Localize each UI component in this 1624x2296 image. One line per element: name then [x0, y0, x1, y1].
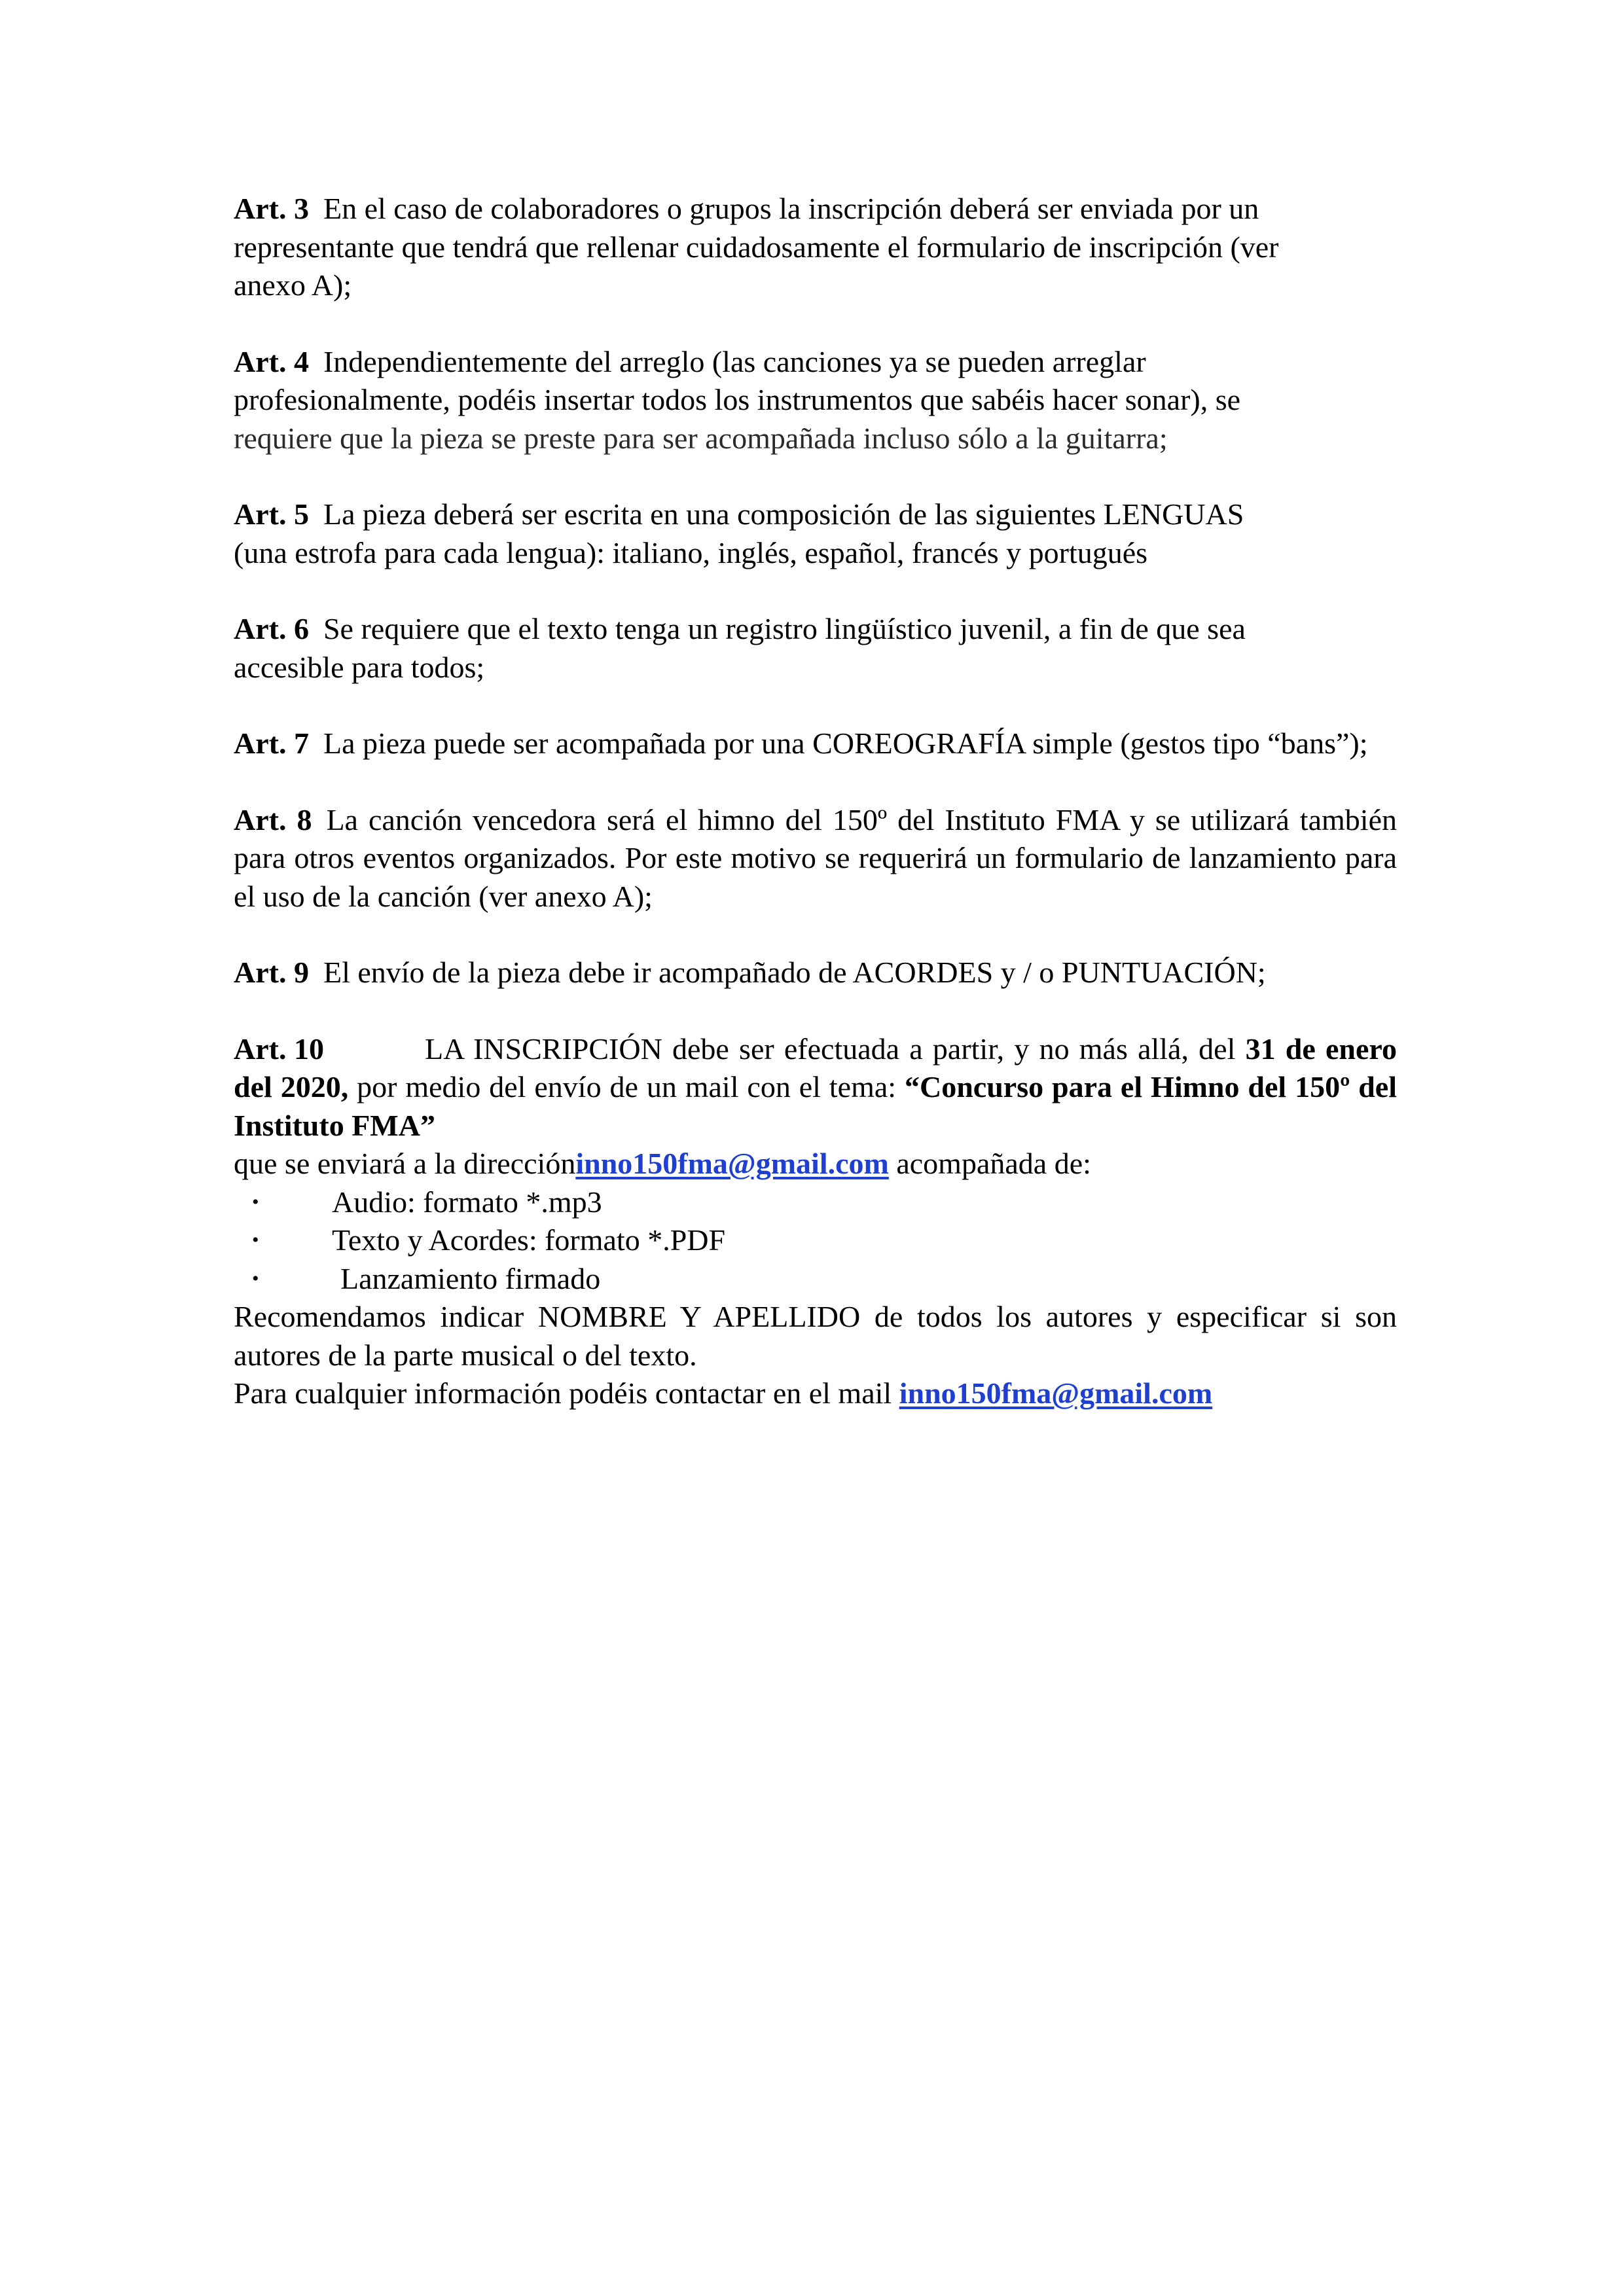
- bullet-icon: •: [252, 1229, 259, 1251]
- mail-subject: “Concurso para el Himno del 150º del Instituto FMA”: [234, 1070, 1398, 1142]
- article-label: Art. 6: [234, 612, 309, 645]
- article-text-line: La pieza deberá ser escrita en una composición de las siguientes LENGUAS: [323, 497, 1244, 531]
- bullet-icon: •: [252, 1191, 259, 1213]
- article-3: [234, 190, 1397, 305]
- article-text-line: profesionalmente, podéis insertar todos los instrumentos que sabéis hacer sonar), se: [234, 383, 1241, 416]
- article-text-line: anexo A);: [234, 268, 352, 302]
- contact-email-link[interactable]: inno150fma@gmail.com: [899, 1376, 1213, 1410]
- email-link[interactable]: inno150fma@gmail.com: [575, 1147, 889, 1180]
- article-4: [234, 343, 1397, 458]
- contact-text: Para cualquier información podéis contactar en el mail: [234, 1376, 899, 1410]
- accompanied-text: acompañada de:: [888, 1147, 1091, 1180]
- bullet-icon: •: [252, 1267, 259, 1289]
- article-label: Art. 7: [234, 726, 309, 760]
- article-7: [234, 725, 1397, 763]
- list-item: [234, 1221, 1397, 1260]
- list-item-text: Texto y Acordes: formato *.PDF: [332, 1223, 726, 1257]
- send-to-text: que se enviará a la dirección: [234, 1147, 576, 1180]
- article-5: [234, 495, 1397, 572]
- list-item-text: Audio: formato *.mp3: [332, 1185, 602, 1219]
- article-text: La pieza puede ser acompañada por una COREOGRAFÍA simple (gestos tipo “bans”);: [323, 726, 1368, 760]
- article-label: Art. 4: [234, 344, 309, 378]
- article-8: [234, 801, 1397, 916]
- recommendation-text: Recomendamos indicar NOMBRE Y APELLIDO de todos los autores y especificar si son autores de la parte musical o del texto.: [234, 1300, 1397, 1372]
- article-text-line: En el caso de colaboradores o grupos la inscripción deberá ser enviada por un: [323, 192, 1259, 225]
- article-label: Art. 3: [234, 192, 309, 225]
- list-item-text: Lanzamiento firmado: [340, 1261, 601, 1295]
- article-text-line: Se requiere que el texto tenga un registro lingüístico juvenil, a fin de que sea: [323, 612, 1246, 645]
- article-text-line: Independientemente del arreglo (las canciones ya se pueden arreglar: [323, 344, 1146, 378]
- article-label: Art. 9: [234, 956, 309, 989]
- article-label: Art. 5: [234, 497, 309, 531]
- send-to-line: [234, 1145, 1397, 1183]
- contact-line: [234, 1374, 1397, 1413]
- article-text: El envío de la pieza debe ir acompañado de ACORDES y / o PUNTUACIÓN;: [323, 956, 1266, 989]
- article-6: [234, 610, 1397, 687]
- attachments-list: [234, 1183, 1397, 1299]
- list-item: [234, 1183, 1397, 1222]
- article-10-paragraph: [234, 1030, 1397, 1145]
- document-body: [234, 190, 1397, 1413]
- article-text-line: (una estrofa para cada lengua): italiano, inglés, español, francés y portugués: [234, 535, 1148, 569]
- article-label: Art. 10: [234, 1031, 324, 1066]
- article-10: [234, 1030, 1397, 1413]
- deadline-date: 31 de enero del 2020,: [234, 1031, 1397, 1103]
- article-10-intro: LA INSCRIPCIÓN debe ser efectuada a partir, y no más allá, del: [425, 1031, 1246, 1066]
- article-text-line: requiere que la pieza se preste para ser acompañada incluso sólo a la guitarra;: [234, 421, 1168, 455]
- article-label: Art. 8: [234, 802, 312, 836]
- list-item: [234, 1260, 1397, 1299]
- article-9: [234, 954, 1397, 992]
- article-text-line: accesible para todos;: [234, 650, 485, 684]
- article-text: La canción vencedora será el himno del 150º del Instituto FMA y se utilizará también para otros eventos organizados. Por este motivo se requerirá un formulario de lanzamiento para el uso de la canción (ver anexo A);: [234, 802, 1397, 913]
- article-10-middle: por medio del envío de un mail con el tema:: [348, 1070, 905, 1103]
- article-text-line: representante que tendrá que rellenar cuidadosamente el formulario de inscripción (ver: [234, 230, 1279, 264]
